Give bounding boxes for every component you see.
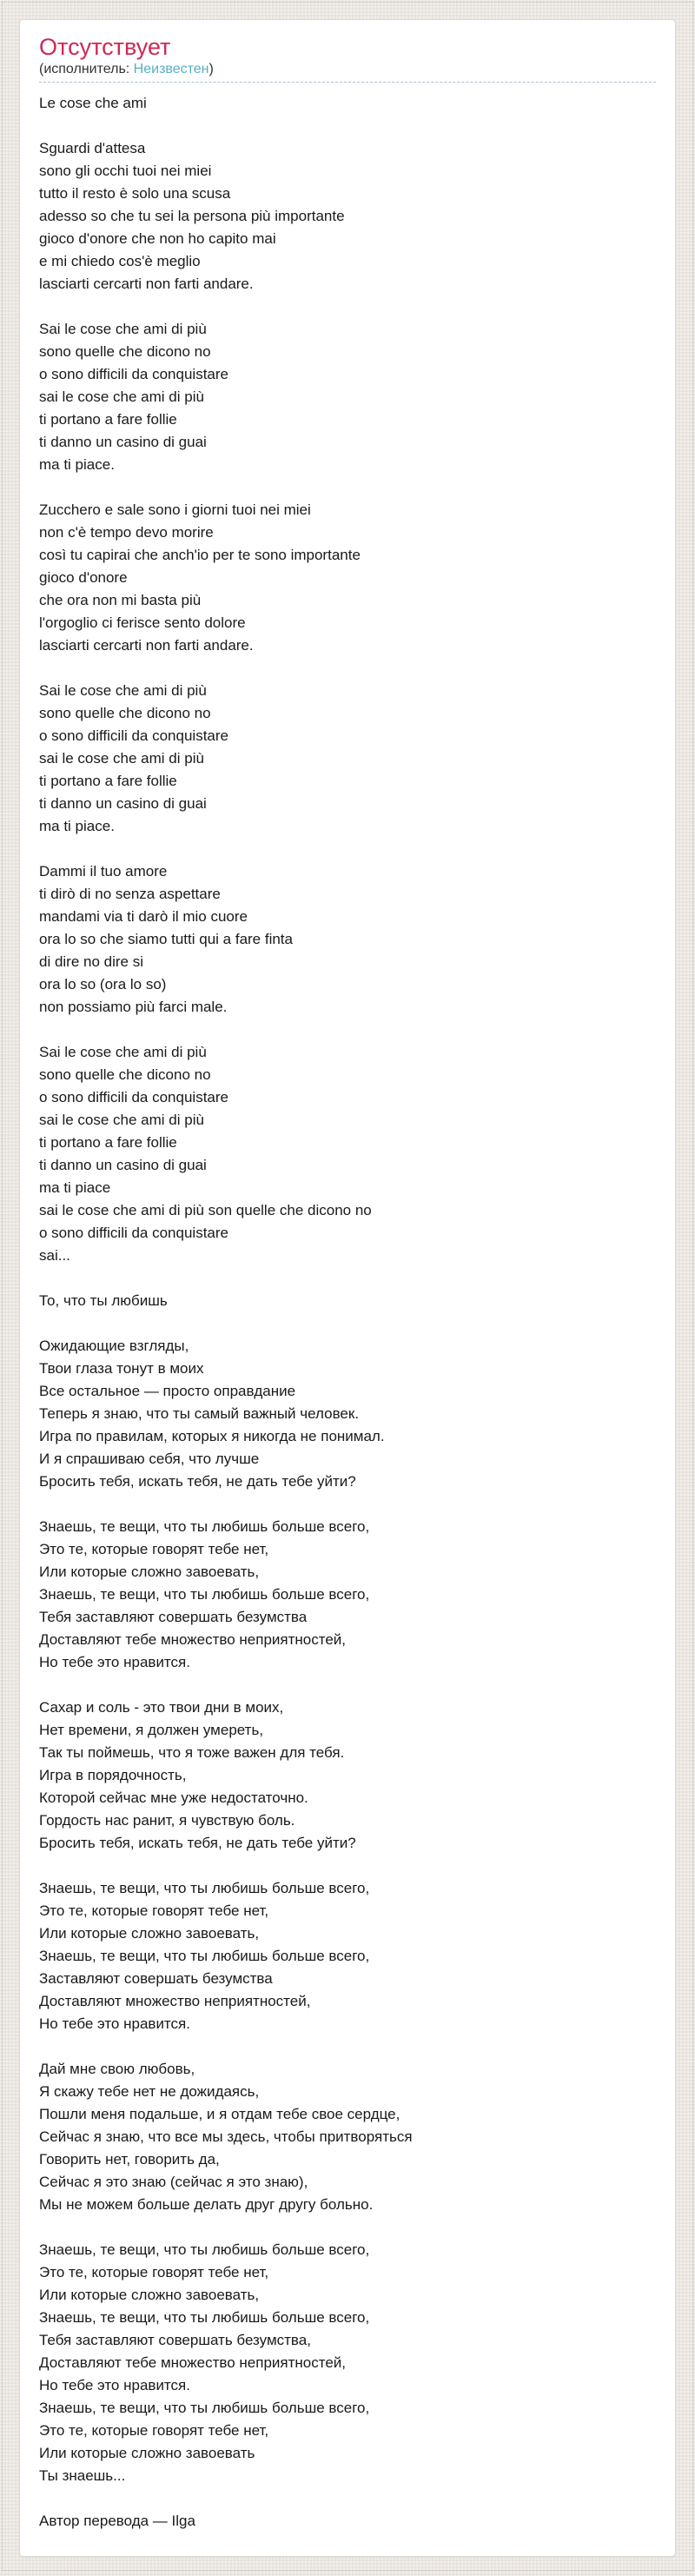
- lyric-line: Ожидающие взгляды,: [39, 1338, 189, 1354]
- lyric-line: Zucchero e sale sono i giorni tuoi nei miei: [39, 501, 311, 518]
- lyric-line: o sono difficili da conquistare: [39, 1089, 228, 1105]
- lyric-line: Sai le cose che ami di più: [39, 682, 207, 699]
- lyric-line: che ora non mi basta più: [39, 592, 202, 608]
- lyric-line: Пошли меня подальше, и я отдам тебе свое сердце,: [39, 2106, 400, 2122]
- stanza: [39, 860, 656, 1019]
- content-card: [19, 19, 676, 2557]
- lyric-line: Это те, которые говорят тебе нет,: [39, 2422, 269, 2439]
- lyric-line: mandami via ti darò il mio cuore: [39, 908, 248, 925]
- lyric-line: sono quelle che dicono no: [39, 1066, 211, 1083]
- lyric-line: Знаешь, те вещи, что ты любишь больше всего,: [39, 1880, 370, 1896]
- lyric-line: Все остальное — просто оправдание: [39, 1383, 296, 1399]
- lyric-line: Le cose che ami: [39, 95, 147, 111]
- lyric-line: ti portano a fare follie: [39, 773, 177, 789]
- stanza: [39, 680, 656, 838]
- lyric-line: Но тебе это нравится.: [39, 2377, 190, 2393]
- lyrics-text: [39, 92, 656, 2533]
- lyric-line: Сейчас я это знаю (сейчас я это знаю),: [39, 2174, 308, 2190]
- lyric-line: Знаешь, те вещи, что ты любишь больше всего,: [39, 1518, 370, 1535]
- lyric-line: Нет времени, я должен умереть,: [39, 1722, 264, 1738]
- lyric-line: Это те, которые говорят тебе нет,: [39, 2264, 269, 2281]
- lyric-line: Которой сейчас мне уже недостаточно.: [39, 1789, 308, 1806]
- stanza: [39, 1335, 656, 1493]
- stanza: [39, 1041, 656, 1267]
- lyric-line: Сахар и соль - это твои дни в моих,: [39, 1699, 284, 1716]
- lyric-line: Говорить нет, говорить да,: [39, 2151, 220, 2168]
- lyric-line: Так ты поймешь, что я тоже важен для тебя.: [39, 1744, 345, 1761]
- song-header: [39, 34, 656, 83]
- lyric-line: lasciarti cercarti non farti andare.: [39, 637, 254, 654]
- lyric-line: Бросить тебя, искать тебя, не дать тебе уйти?: [39, 1473, 356, 1490]
- lyric-line: sono quelle che dicono no: [39, 343, 211, 360]
- lyric-line: Игра в порядочность,: [39, 1767, 187, 1783]
- lyric-line: Это те, которые говорят тебе нет,: [39, 1541, 269, 1557]
- lyric-line: Доставляют тебе множество неприятностей,: [39, 2354, 347, 2371]
- stanza: [39, 1290, 656, 1312]
- lyric-line: non c'è tempo devo morire: [39, 524, 214, 541]
- lyric-line: Или которые сложно завоевать,: [39, 2287, 260, 2303]
- lyric-line: ti dirò di no senza aspettare: [39, 886, 221, 902]
- lyric-line: Знаешь, те вещи, что ты любишь больше всего,: [39, 1586, 370, 1603]
- lyric-line: tutto il resto è solo una scusa: [39, 185, 231, 202]
- stanza: [39, 137, 656, 295]
- lyric-line: ma ti piace.: [39, 818, 115, 834]
- lyric-line: Это те, которые говорят тебе нет,: [39, 1902, 269, 1919]
- stanza: [39, 2510, 656, 2533]
- lyric-line: lasciarti cercarti non farti andare.: [39, 276, 254, 292]
- lyric-line: ti danno un casino di guai: [39, 1157, 207, 1173]
- lyric-line: ora lo so (ora lo so): [39, 976, 167, 993]
- stanza: [39, 2058, 656, 2216]
- lyric-line: Или которые сложно завоевать,: [39, 1925, 260, 1942]
- lyric-line: Мы не можем больше делать друг другу больно.: [39, 2196, 374, 2213]
- lyric-line: Но тебе это нравится.: [39, 2015, 190, 2032]
- lyric-line: Игра по правилам, которых я никогда не понимал.: [39, 1428, 385, 1444]
- artist-line: [39, 60, 656, 79]
- lyric-line: Знаешь, те вещи, что ты любишь больше всего,: [39, 2400, 370, 2416]
- stanza: [39, 318, 656, 476]
- lyric-line: Или которые сложно завоевать,: [39, 1564, 260, 1580]
- lyric-line: ti danno un casino di guai: [39, 795, 207, 812]
- lyric-line: Заставляют совершать безумства: [39, 1970, 273, 1987]
- lyric-line: Автор перевода — Ilga: [39, 2513, 195, 2529]
- lyric-line: Я скажу тебе нет не дожидаясь,: [39, 2083, 260, 2100]
- artist-label-suffix: ): [208, 62, 214, 76]
- lyric-line: non possiamo più farci male.: [39, 999, 228, 1015]
- stanza: [39, 1516, 656, 1674]
- lyric-line: ma ti piace.: [39, 456, 115, 473]
- lyric-line: di dire no dire si: [39, 953, 144, 970]
- lyric-line: Sai le cose che ami di più: [39, 1044, 207, 1060]
- stanza: [39, 499, 656, 657]
- lyric-line: o sono difficili da conquistare: [39, 1225, 228, 1241]
- lyric-line: sai le cose che ami di più: [39, 388, 204, 405]
- lyric-line: ma ti piace: [39, 1179, 111, 1196]
- lyric-line: Тебя заставляют совершать безумства: [39, 1609, 308, 1625]
- lyric-line: Твои глаза тонут в моих: [39, 1360, 204, 1377]
- lyric-line: e mi chiedo cos'è meglio: [39, 253, 201, 269]
- lyric-line: ti portano a fare follie: [39, 411, 177, 428]
- artist-name-link[interactable]: Неизвестен: [133, 62, 209, 76]
- lyric-line: Бросить тебя, искать тебя, не дать тебе уйти?: [39, 1835, 356, 1851]
- lyric-line: sono quelle che dicono no: [39, 705, 211, 721]
- lyric-line: Сейчас я знаю, что все мы здесь, чтобы притворяться: [39, 2128, 413, 2145]
- lyric-line: Знаешь, те вещи, что ты любишь больше всего,: [39, 1948, 370, 1964]
- lyric-line: Sguardi d'attesa: [39, 140, 146, 156]
- lyric-line: Знаешь, те вещи, что ты любишь больше всего,: [39, 2241, 370, 2258]
- lyric-line: ti portano a fare follie: [39, 1134, 177, 1151]
- lyric-line: o sono difficili da conquistare: [39, 366, 228, 382]
- lyric-line: Или которые сложно завоевать: [39, 2445, 255, 2461]
- lyric-line: Теперь я знаю, что ты самый важный человек.: [39, 1405, 360, 1422]
- lyric-line: adesso so che tu sei la persona più importante: [39, 208, 345, 224]
- lyric-line: То, что ты любишь: [39, 1292, 168, 1309]
- lyric-line: Гордость нас ранит, я чувствую боль.: [39, 1812, 295, 1829]
- lyric-line: ora lo so che siamo tutti qui a fare finta: [39, 931, 293, 947]
- lyric-line: sai le cose che ami di più son quelle che dicono no: [39, 1202, 372, 1218]
- stanza: [39, 1877, 656, 2035]
- lyric-line: ti danno un casino di guai: [39, 434, 207, 450]
- lyric-line: l'orgoglio ci ferisce sento dolore: [39, 614, 246, 631]
- lyric-line: sai le cose che ami di più: [39, 750, 204, 767]
- stanza: [39, 2239, 656, 2487]
- lyric-line: Но тебе это нравится.: [39, 1654, 190, 1670]
- lyric-line: Sai le cose che ami di più: [39, 321, 207, 337]
- artist-label-prefix: (исполнитель:: [39, 62, 134, 76]
- lyric-line: Доставляют тебе множество неприятностей,: [39, 1631, 347, 1648]
- lyric-line: gioco d'onore che non ho capito mai: [39, 230, 276, 247]
- lyric-line: Знаешь, те вещи, что ты любишь больше всего,: [39, 2309, 370, 2326]
- lyric-line: Ты знаешь...: [39, 2467, 126, 2484]
- lyric-line: Dammi il tuo amore: [39, 863, 168, 880]
- stanza: [39, 1696, 656, 1855]
- lyric-line: o sono difficili da conquistare: [39, 727, 228, 744]
- lyric-line: gioco d'onore: [39, 569, 128, 586]
- song-title-link[interactable]: Отсутствует: [39, 34, 171, 60]
- lyric-line: Дай мне свою любовь,: [39, 2061, 195, 2077]
- lyric-line: sai le cose che ami di più: [39, 1112, 204, 1128]
- lyric-line: così tu capirai che anch'io per te sono importante: [39, 547, 361, 563]
- lyric-line: sono gli occhi tuoi nei miei: [39, 163, 212, 179]
- lyric-line: Тебя заставляют совершать безумства,: [39, 2332, 311, 2348]
- stanza: [39, 92, 656, 115]
- lyric-line: Доставляют множество неприятностей,: [39, 1993, 311, 2009]
- lyric-line: И я спрашиваю себя, что лучше: [39, 1451, 260, 1467]
- lyric-line: sai...: [39, 1247, 70, 1264]
